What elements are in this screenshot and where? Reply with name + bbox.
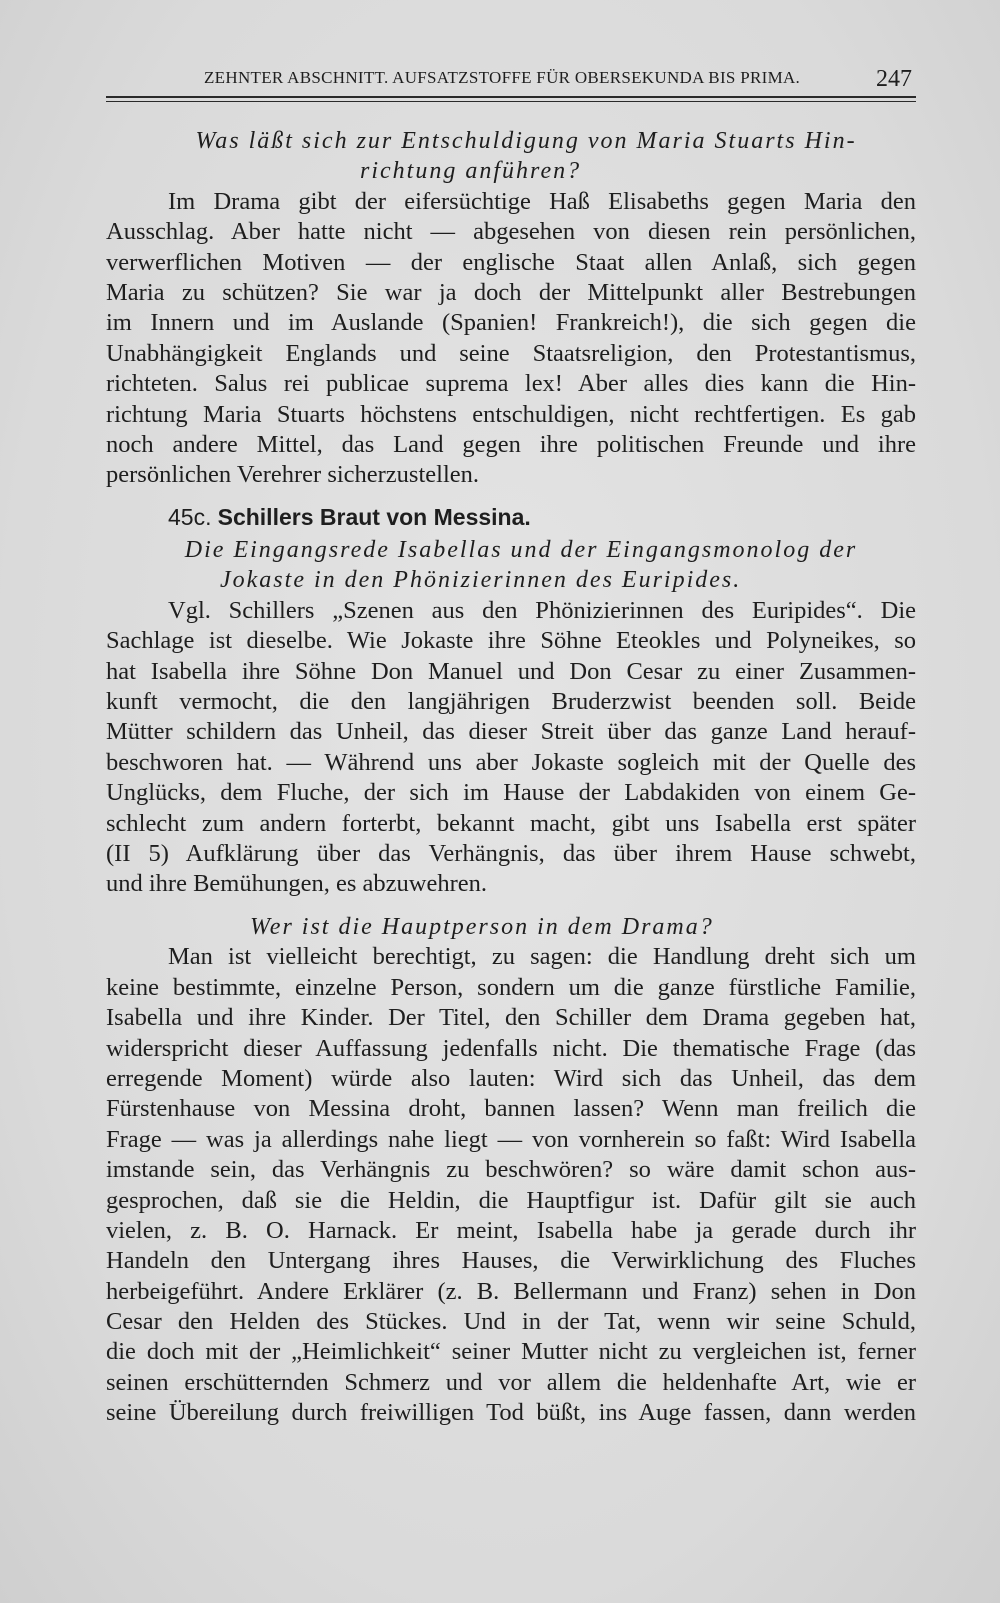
- question-title: Wer ist die Hauptperson in dem Drama?: [250, 914, 714, 940]
- question-title: richtung anführen?: [360, 158, 582, 185]
- paragraph-line: im Innern und im Auslande (Spanien! Frankreich!), die sich gegen die: [106, 309, 916, 337]
- question-title: Die Eingangsrede Isabellas und der Eingangsmonolog der: [184, 537, 858, 563]
- paragraph-line: widerspricht dieser Auffassung jedenfalls nicht. Die thematische Frage (das: [106, 1034, 916, 1062]
- section-heading: [106, 502, 916, 532]
- question-title: Jokaste in den Phönizierinnen des Euripides.: [220, 567, 742, 594]
- paragraph-line: Fürstenhause von Messina droht, bannen lassen? Wenn man freilich die: [106, 1095, 916, 1123]
- paragraph-line: gesprochen, daß sie die Heldin, die Hauptfigur ist. Dafür gilt sie auch: [106, 1186, 916, 1214]
- paragraph-line: Unabhängigkeit Englands und seine Staatsreligion, den Protestantismus,: [106, 339, 916, 367]
- paragraph-line: Man ist vielleicht berechtigt, zu sagen: die Handlung dreht sich um: [168, 943, 916, 971]
- paragraph-line: Maria zu schützen? Sie war ja doch der Mittelpunkt aller Bestrebungen: [106, 278, 916, 306]
- paragraph-line: richteten. Salus rei publicae suprema lex! Aber alles dies kann die Hin-: [106, 370, 916, 398]
- page-number: 247: [876, 66, 912, 92]
- paragraph-line: kunft vermocht, die den langjährigen Bruderzwist beenden soll. Beide: [106, 687, 916, 715]
- paragraph-line: Im Drama gibt der eifersüchtige Haß Elisabeths gegen Maria den: [168, 187, 916, 215]
- paragraph-line: Isabella und ihre Kinder. Der Titel, den Schiller dem Drama gegeben hat,: [106, 1004, 916, 1032]
- paragraph-line: seinen erschütternden Schmerz und vor allem die heldenhafte Art, wie er: [106, 1368, 916, 1396]
- question-maria-stuart: [106, 126, 916, 491]
- question-isabella-jokaste: [106, 535, 916, 900]
- paragraph-line: noch andere Mittel, das Land gegen ihre politischen Freunde und ihre: [106, 430, 916, 458]
- paragraph-line: richtung Maria Stuarts höchstens entschuldigen, nicht rechtfertigen. Es gab: [106, 400, 916, 428]
- header-rule: [106, 96, 916, 98]
- paragraph-line: Frage — was ja allerdings nahe liegt — von vornherein so faßt: Wird Isabella: [106, 1125, 916, 1153]
- running-head: ZEHNTER ABSCHNITT. AUFSATZSTOFFE FÜR OBERSEKUNDA BIS PRIMA.: [204, 68, 801, 87]
- paragraph-line: Cesar den Helden des Stückes. Und in der Tat, wenn wir seine Schuld,: [106, 1308, 916, 1336]
- section-title: Schillers Braut von Messina.: [217, 504, 531, 530]
- paragraph-line: verwerflichen Motiven — der englische Staat allen Anlaß, sich gegen: [106, 248, 916, 276]
- paragraph-line: Handeln den Untergang ihres Hauses, die Verwirklichung des Fluches: [106, 1247, 916, 1275]
- paragraph-line: hat Isabella ihre Söhne Don Manuel und Don Cesar zu einer Zusammen-: [106, 657, 916, 685]
- paragraph-line: erregende Moment) würde also lauten: Wird sich das Unheil, das dem: [106, 1064, 916, 1092]
- paragraph-line: herbeigeführt. Andere Erklärer (z. B. Bellermann und Franz) sehen in Don: [106, 1277, 916, 1305]
- paragraph-line: keine bestimmte, einzelne Person, sondern um die ganze fürstliche Familie,: [106, 973, 916, 1001]
- paragraph-line: imstande sein, das Verhängnis zu beschwören? so wäre damit schon aus-: [106, 1156, 916, 1184]
- paragraph-line: persönlichen Verehrer sicherzustellen.: [106, 461, 480, 489]
- paragraph-line: die doch mit der „Heimlichkeit“ seiner Mutter nicht zu vergleichen ist, ferner: [106, 1338, 916, 1366]
- paragraph-line: beschworen hat. — Während uns aber Jokaste sogleich mit der Quelle des: [106, 748, 916, 776]
- paragraph-line: Mütter schildern das Unheil, das dieser Streit über das ganze Land herauf-: [106, 718, 916, 746]
- header-rule-thin: [106, 101, 916, 102]
- paragraph-line: Vgl. Schillers „Szenen aus den Phönizierinnen des Euripides“. Die: [168, 596, 916, 624]
- question-title: Was läßt sich zur Entschuldigung von Maria Stuarts Hin-: [195, 128, 857, 154]
- paragraph-line: seine Übereilung durch freiwilligen Tod büßt, ins Auge fassen, dann werden: [106, 1399, 916, 1427]
- paragraph-line: schlecht zum andern forterbt, bekannt macht, gibt uns Isabella erst später: [106, 809, 916, 837]
- paragraph-line: Unglücks, dem Fluche, der sich im Hause der Labdakiden von einem Ge-: [106, 779, 916, 807]
- paragraph-line: Sachlage ist dieselbe. Wie Jokaste ihre Söhne Eteokles und Polyneikes, so: [106, 627, 916, 655]
- paragraph-line: vielen, z. B. O. Harnack. Er meint, Isabella habe ja gerade durch ihr: [106, 1216, 916, 1244]
- section-number: 45c.: [168, 504, 212, 530]
- paragraph-line: Ausschlag. Aber hatte nicht — abgesehen von diesen rein persönlichen,: [106, 218, 916, 246]
- paragraph-line: (II 5) Aufklärung über das Verhängnis, das über ihrem Hause schwebt,: [106, 839, 916, 867]
- paragraph-line: und ihre Bemühungen, es abzuwehren.: [106, 870, 487, 898]
- question-hauptperson: [106, 912, 916, 1429]
